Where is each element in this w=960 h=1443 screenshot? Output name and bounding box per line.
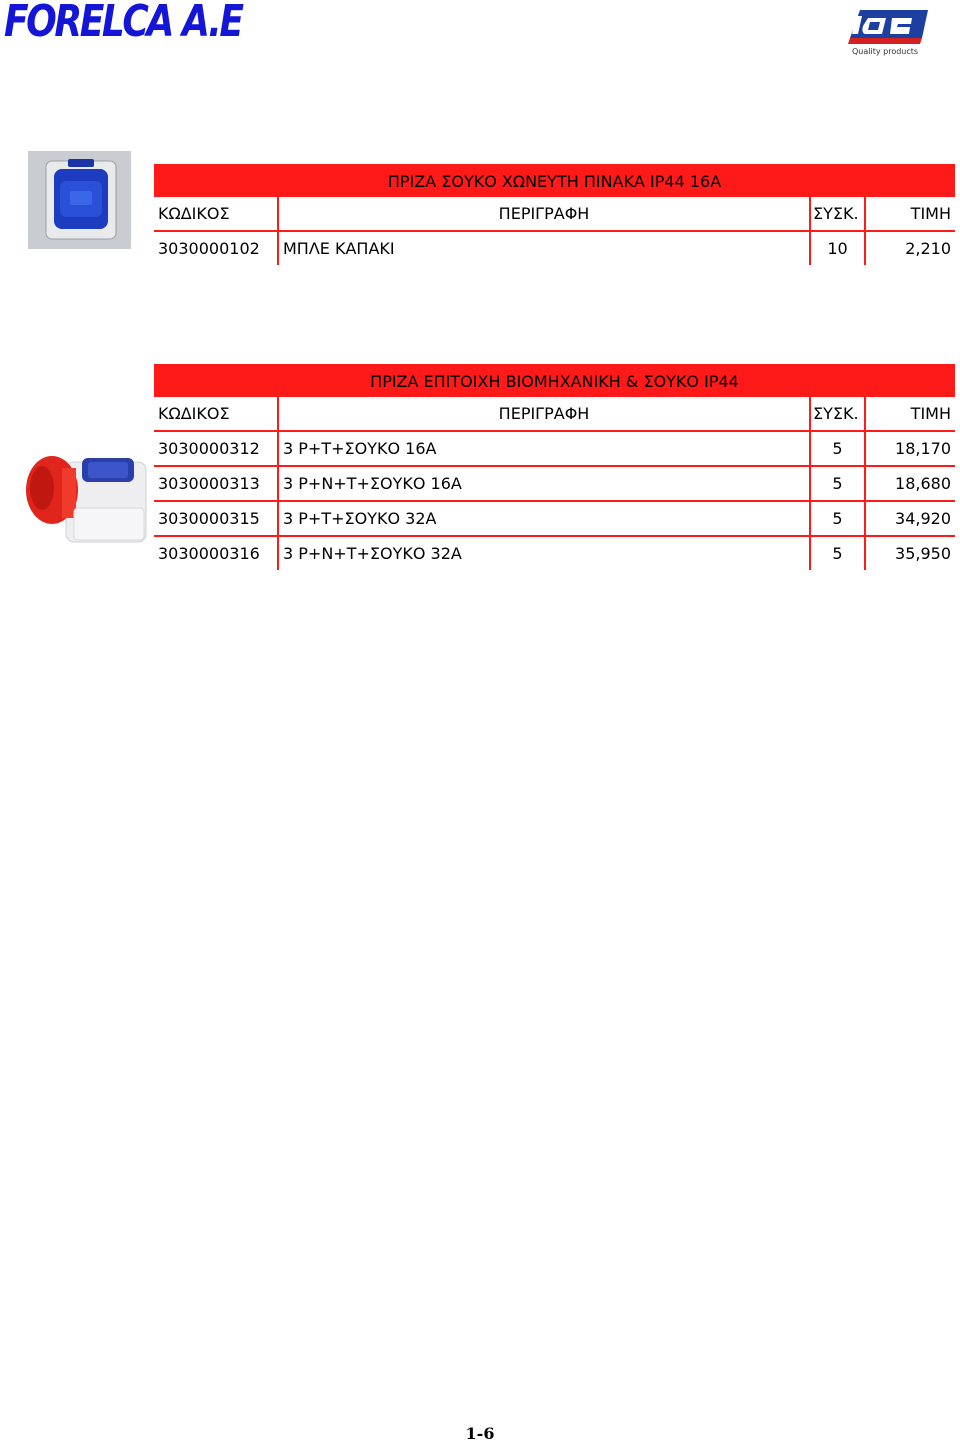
- product-pack: 5: [810, 466, 865, 501]
- product-price: 18,680: [865, 466, 955, 501]
- header-description: ΠΕΡΙΓΡΑΦΗ: [278, 197, 810, 231]
- section-flush-socket: [154, 164, 955, 265]
- company-name: FORELCA A.E: [4, 0, 242, 47]
- header-price: ΤΙΜΗ: [865, 197, 955, 231]
- product-price: 18,170: [865, 431, 955, 466]
- product-pack: 5: [810, 431, 865, 466]
- section-wall-socket: [154, 364, 955, 570]
- product-price: 34,920: [865, 501, 955, 536]
- product-image-red-socket: [22, 448, 150, 548]
- ide-logo-icon: [846, 8, 930, 58]
- table-row: [154, 536, 955, 570]
- product-code: 3030000312: [154, 431, 278, 466]
- table-row: [154, 466, 955, 501]
- ide-logo: [846, 8, 930, 58]
- svg-text:Quality products: Quality products: [852, 47, 919, 56]
- product-code: 3030000315: [154, 501, 278, 536]
- product-description: 3 P+T+ΣΟΥΚΟ 16A: [278, 431, 810, 466]
- product-description: ΜΠΛΕ ΚΑΠΑΚΙ: [278, 231, 810, 265]
- product-price: 35,950: [895, 544, 951, 563]
- table-row: [154, 501, 955, 536]
- table-row: [154, 231, 955, 265]
- product-description: 3 P+T+ΣΟΥΚΟ 32A: [278, 501, 810, 536]
- product-description: 3 P+N+T+ΣΟΥΚΟ 32A: [278, 536, 810, 570]
- price-table: [154, 397, 955, 570]
- wall-socket-photo: [22, 448, 150, 548]
- section-title: ΠΡΙΖΑ ΕΠΙΤΟΙΧΗ ΒΙΟΜΗΧΑΝΙΚΗ & ΣΟΥΚΟ IP44: [154, 364, 955, 397]
- company-logo: [4, 0, 242, 47]
- product-pack: 5: [810, 501, 865, 536]
- product-description: 3 P+N+T+ΣΟΥΚΟ 16A: [278, 466, 810, 501]
- page-number: 1-6: [465, 1424, 495, 1443]
- header-pack: ΣΥΣΚ.: [810, 197, 865, 231]
- product-pack: 5: [810, 536, 865, 570]
- header-description: ΠΕΡΙΓΡΑΦΗ: [278, 397, 810, 431]
- product-code: 3030000313: [154, 466, 278, 501]
- header-code: ΚΩΔΙΚΟΣ: [154, 397, 278, 431]
- product-code: 3030000316: [154, 536, 278, 570]
- flush-socket-photo: [28, 151, 131, 249]
- product-image-blue-socket: [28, 151, 131, 249]
- table-header-row: [154, 197, 955, 231]
- table-row: [154, 431, 955, 466]
- header-price: ΤΙΜΗ: [865, 397, 955, 431]
- product-price: 2,210: [905, 239, 951, 258]
- price-table: [154, 197, 955, 265]
- header-pack: ΣΥΣΚ.: [810, 397, 865, 431]
- section-title: ΠΡΙΖΑ ΣΟΥΚΟ ΧΩΝΕΥΤΗ ΠΙΝΑΚΑ IP44 16A: [154, 164, 955, 197]
- header-code: ΚΩΔΙΚΟΣ: [154, 197, 278, 231]
- table-header-row: [154, 397, 955, 431]
- product-pack: 10: [810, 231, 865, 265]
- product-code: 3030000102: [154, 231, 278, 265]
